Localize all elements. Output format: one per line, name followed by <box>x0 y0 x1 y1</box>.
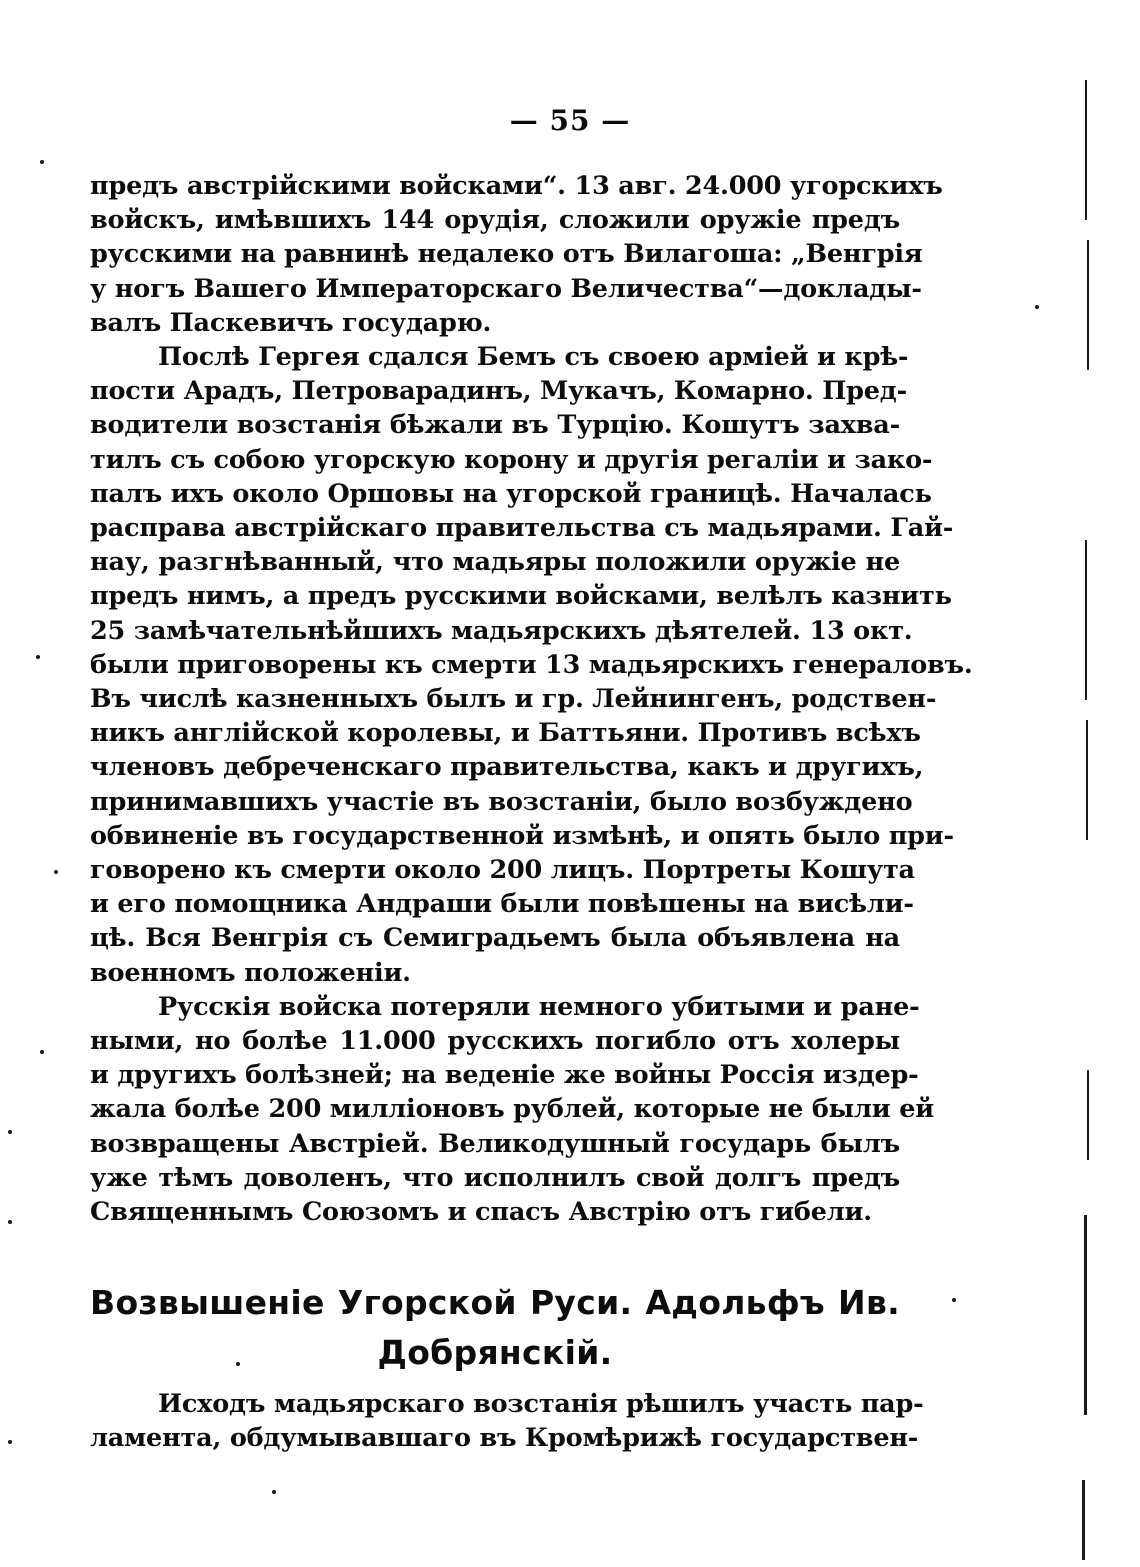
text-line: членовъ дебреченскаго правительства, какъ и другихъ, <box>90 752 924 783</box>
speck <box>54 870 58 874</box>
text-line: никъ англійской королевы, и Баттьяни. Противъ всѣхъ <box>90 718 921 749</box>
text-line: у ногъ Вашего Императорскаго Величества“—доклады- <box>90 273 922 304</box>
text-line: принимавшихъ участіе въ возстаніи, было возбуждено <box>90 786 913 817</box>
speck <box>8 1130 12 1134</box>
text-line: Въ числѣ казненныхъ былъ и гр. Лейнингенъ, родствен- <box>90 684 937 715</box>
text-line: Исходъ мадьярскаго возстанія рѣшилъ участь пар- <box>158 1389 924 1419</box>
text-line: возвращены Австріей. Великодушный государь былъ <box>90 1128 900 1159</box>
text-line: предъ нимъ, а предъ русскими войсками, велѣлъ казнить <box>90 581 952 612</box>
main-text <box>90 169 973 1229</box>
text-line: и другихъ болѣзней; на веденіе же войны Россія издер- <box>90 1060 919 1091</box>
text-line: Послѣ Гергея сдался Бемъ съ своею арміей и крѣ- <box>158 342 909 373</box>
margin-mark <box>1082 1480 1085 1560</box>
paragraph-3 <box>90 990 934 1229</box>
text-line: были приговорены къ смерти 13 мадьярскихъ генераловъ. <box>90 649 973 680</box>
text-line: валъ Паскевичъ государю. <box>90 307 492 338</box>
text-line: Русскія войска потеряли немного убитыми и ране- <box>158 991 920 1022</box>
margin-mark <box>1087 1070 1089 1160</box>
speck <box>1035 305 1039 309</box>
section-heading-line-1: Возвышеніе Угорской Руси. Адольфъ Ив. <box>90 1283 900 1322</box>
text-line: расправа австрійскаго правительства съ мадьярами. Гай- <box>90 513 954 544</box>
speck <box>236 1362 240 1366</box>
text-line: говорено къ смерти около 200 лицъ. Портреты Кошута <box>90 855 915 886</box>
text-line: цѣ. Вся Венгрія съ Семиградьемъ была объявлена на <box>90 923 900 954</box>
text-line: 25 замѣчательнѣйшихъ мадьярскихъ дѣятелей. 13 окт. <box>90 615 913 646</box>
text-line: водители возстанія бѣжали въ Турцію. Кошутъ захва- <box>90 410 900 441</box>
text-line: военномъ положеніи. <box>90 957 411 988</box>
text-line: ными, но болѣе 11.000 русскихъ погибло отъ холеры <box>90 1026 900 1057</box>
text-line: и его помощника Андраши были повѣшены на висѣли- <box>90 889 914 920</box>
text-line: палъ ихъ около Оршовы на угорской границѣ. Началась <box>90 478 932 509</box>
paragraph-4 <box>90 1387 924 1455</box>
paragraph-2 <box>90 340 973 990</box>
speck <box>40 1050 44 1054</box>
text-line: пости Арадъ, Петроварадинъ, Мукачъ, Комарно. Пред- <box>90 376 907 407</box>
section-heading <box>90 1278 900 1378</box>
speck <box>36 655 40 659</box>
margin-mark <box>1085 540 1087 700</box>
speck <box>272 1490 276 1494</box>
text-line: предъ австрійскими войсками“. 13 авг. 24.000 угорскихъ <box>90 171 943 201</box>
margin-mark <box>1085 80 1087 220</box>
margin-mark <box>1084 1215 1087 1415</box>
text-line: нау, разгнѣванный, что мадьяры положили оружіе не <box>90 547 900 578</box>
section-heading-line-2: Добрянскій. <box>377 1333 613 1372</box>
text-line: русскими на равнинѣ недалеко отъ Вилагоша: „Венгрія <box>90 239 923 270</box>
text-line: уже тѣмъ доволенъ, что исполнилъ свой долгъ предъ <box>90 1162 900 1193</box>
speck <box>8 1440 12 1444</box>
paragraph-1 <box>90 169 943 340</box>
text-line: тилъ съ собою угорскую корону и другія регаліи и зако- <box>90 444 933 475</box>
text-line: войскъ, имѣвшихъ 144 орудія, сложили оружіе предъ <box>90 205 900 236</box>
text-line: Священнымъ Союзомъ и спасъ Австрію отъ гибели. <box>90 1197 872 1228</box>
margin-mark <box>1086 720 1088 840</box>
speck <box>40 160 44 164</box>
speck <box>952 1298 956 1302</box>
text-line: обвиненіе въ государственной измѣнѣ, и опять было при- <box>90 820 954 851</box>
margin-mark <box>1087 240 1089 370</box>
text-line: жала болѣе 200 милліоновъ рублей, которые не были ей <box>90 1094 934 1125</box>
page-number: — 55 — <box>509 104 631 137</box>
text-line: ламента, обдумывавшаго въ Кромѣрижѣ государствен- <box>90 1423 919 1454</box>
speck <box>8 1220 12 1224</box>
